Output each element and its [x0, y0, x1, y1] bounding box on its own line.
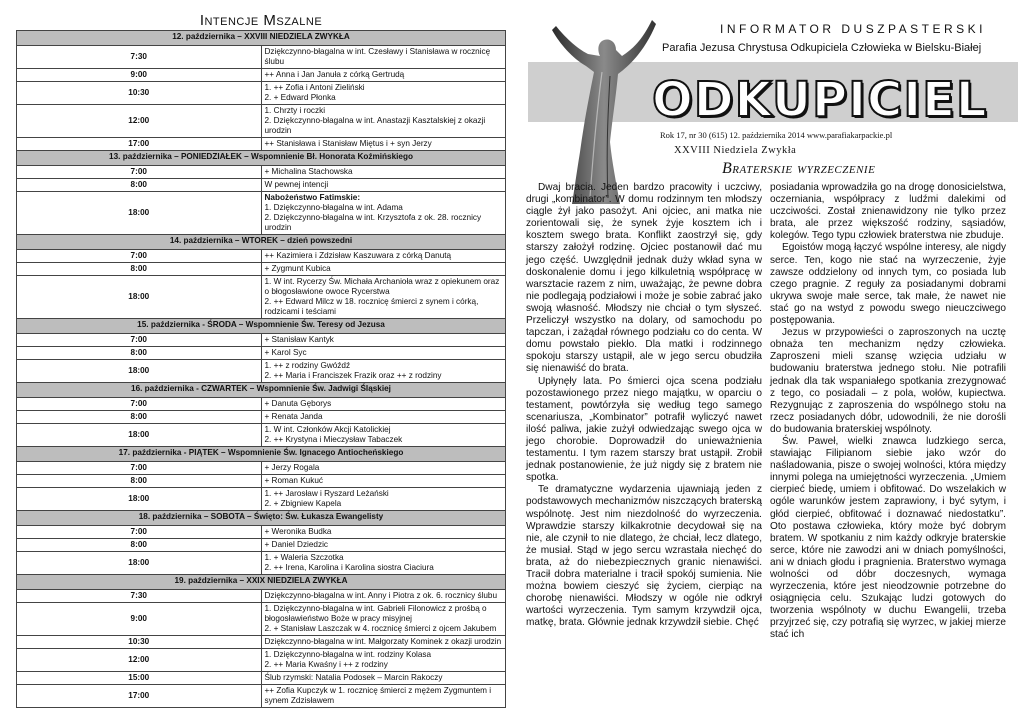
mass-intention [261, 105, 506, 138]
mass-row [17, 166, 506, 179]
mass-intention [261, 69, 506, 82]
mass-intention [261, 636, 506, 649]
mass-time: 7:00 [17, 462, 262, 475]
mass-intention [261, 82, 506, 105]
mass-time: 18:00 [17, 424, 262, 447]
mass-row [17, 179, 506, 192]
day-header: 13. października – PONIEDZIAŁEK – Wspomnienie Bł. Honorata Koźmińskiego [17, 151, 506, 166]
intention-line: + Roman Kukuć [264, 476, 323, 485]
mass-row [17, 685, 506, 708]
christ-statue-icon [550, 12, 660, 207]
mass-intention [261, 649, 506, 672]
mass-intention [261, 462, 506, 475]
intention-line: 1. Chrzty i roczki [264, 106, 326, 115]
mass-intention [261, 263, 506, 276]
intention-line: + Danuta Gęborys [264, 399, 332, 408]
mass-time: 8:00 [17, 411, 262, 424]
mass-intentions-table [16, 30, 506, 708]
day-header-row [17, 319, 506, 334]
article-paragraph: Jezus w przypowieści o zaproszonych na ucztę obnaża ten mechanizm nędzy człowieka. Zaproszeni mieli szansę wzięcia udziału w budowaniu braterstwa jednego stołu. Nie potrafili jednak dla tak wspaniałego spotkania zrezygnować z tego, co posiadali – z pola, wołów, kupiectwa. Rezygnując z zaproszenia do wspólnego stołu na rzecz posiadanych dóbr, udowodnili, że nie dorośli do budowania braterskiej wspólnoty. [770, 327, 1006, 435]
mass-time: 9:00 [17, 69, 262, 82]
mass-time: 8:00 [17, 347, 262, 360]
mass-row [17, 398, 506, 411]
mass-intention [261, 672, 506, 685]
mass-row [17, 263, 506, 276]
mass-row [17, 603, 506, 636]
mass-intention [261, 424, 506, 447]
intention-line: + Renata Janda [264, 412, 323, 421]
mass-row [17, 250, 506, 263]
mass-intention [261, 347, 506, 360]
mass-time: 18:00 [17, 276, 262, 319]
intention-line: Dziękczynno-błagalna w int. Czesławy i Stanisława w rocznicę ślubu [264, 47, 491, 66]
article-paragraph: Egoistów mogą łączyć wspólne interesy, ale nigdy serce. Ten, kogo nie stać na wyrzeczenie, żyje zawsze oddzielony od innych tym, co posiada lub czego pragnie. Z reguły za posiadanymi dobrami ukrywa swoje małe serce, tak małe, że nawet nie stać go na wstyd z powodu swego nieuczciwego postępowania. [770, 242, 1006, 327]
article-title: Braterskie wyrzeczenie [722, 160, 876, 177]
day-header: 19. października – XXIX NIEDZIELA ZWYKŁA [17, 575, 506, 590]
intention-line: Ślub rzymski: Natalia Podosek – Marcin Rakoczy [264, 673, 443, 682]
mass-intention [261, 539, 506, 552]
intention-line: 2. + Edward Płonka [264, 93, 336, 102]
mass-row [17, 526, 506, 539]
mass-row [17, 411, 506, 424]
mass-intention [261, 179, 506, 192]
intention-line: 1. Dziękczynno-błagalna w int. Gabrieli Filonowicz z prośbą o błogosławieństwo Boże w pracy misyjnej [264, 604, 487, 623]
day-header: 16. października - CZWARTEK – Wspomnienie Św. Jadwigi Śląskiej [17, 383, 506, 398]
day-header: 12. października – XXVIII NIEDZIELA ZWYKŁA [17, 31, 506, 46]
intention-line: 2. ++ Irena, Karolina i Karolina siostra Ciaciura [264, 563, 434, 572]
mass-time: 10:30 [17, 82, 262, 105]
mass-row [17, 424, 506, 447]
mass-time: 18:00 [17, 192, 262, 235]
intention-line: + Weronika Budka [264, 527, 332, 536]
day-header-row [17, 383, 506, 398]
day-header: 18. października – SOBOTA – Święto: Św. Łukasza Ewangelisty [17, 511, 506, 526]
mass-intention [261, 475, 506, 488]
intention-line: 2. ++ Maria i Franciszek Frazik oraz ++ z rodziny [264, 371, 442, 380]
mass-time: 7:00 [17, 526, 262, 539]
intention-line: + Jerzy Rogala [264, 463, 320, 472]
intention-line: 1. ++ Zofia i Antoni Zieliński [264, 83, 365, 92]
mass-time: 17:00 [17, 138, 262, 151]
masthead-title: ODKUPICIEL [652, 72, 988, 128]
article-paragraph: Św. Paweł, wielki znawca ludzkiego serca, stawiając Filipianom siebie jako wzór do naśladowania, pisze o swojej wolności, która między innymi polega na umiejętności wyrzeczenia. „Umiem cierpieć biedę, umiem i obfitować. Do wszelakich w ogóle warunków jestem zaprawiony, i być sytym, i głód cierpieć, obfitować i doznawać niedostatku”. Oto postawa człowieka, który może być dobrym bratem. W spotkaniu z nim każdy odkryje braterskie serce, które nie zawodzi ani w dniach pomyślności, ani w dniach głodu i pragnienia. Braterstwo wymaga wolności od dóbr doczesnych, wymaga wyrzeczenia, które jest nieodzownie potrzebne do osiągnięcia celu. Szukając ludzi gotowych do tworzenia wspólnoty w duchu Ewangelii, trzeba przyjrzeć się, czy potrafią się wyrzec, w jakiej mierze stać ich [770, 435, 1006, 641]
article-paragraph: Dwaj bracia. Jeden bardzo pracowity i uczciwy, drugi „kombinator”. W domu rodzinnym ten młodszy ciągle żył jako pasożyt. Ani ojciec, ani matka nie zorientowali się, że synek żyje kosztem ich i kosztem swego brata. Konflikt zaostrzył się, gdy starszy założył rodzinę. Ojciec postanowił dać mu jego część. Uwzględnił jednak duży wkład syna w doskonalenie domu i jego kilkuletnią współpracę w warsztacie razem z nim, uważając, że pewne dobra nie podlegają podziałowi i może je sobie zabrać jako swoją własność. Młodszy nie chciał o tym słyszeć. Przeliczył wszystko na dolary, od samochodu po tapczan, i zażądał równego podziału co do centa. W domu powstało piekło. Dla matki i rodzinnego spokoju starszy ustąpił, ale w jego sercu obudziła się nienawiść do brata. [526, 182, 762, 375]
mass-row [17, 649, 506, 672]
mass-intention [261, 685, 506, 708]
intention-line: 1. + Waleria Szczotka [264, 553, 344, 562]
mass-intention [261, 411, 506, 424]
day-header: 15. października - ŚRODA – Wspomnienie Św. Teresy od Jezusa [17, 319, 506, 334]
day-header-row [17, 575, 506, 590]
mass-time: 7:00 [17, 166, 262, 179]
intention-line: Dziękczynno-błagalna w int. Anny i Piotra z ok. 6. rocznicy ślubu [264, 591, 498, 600]
sunday-name: XXVIII Niedziela Zwykła [674, 145, 797, 156]
intention-line: 2. + Stanisław Laszczak w 4. rocznicę śmierci z ojcem Jakubem [264, 624, 497, 633]
mass-intentions-heading: Intencje Mszalne [199, 12, 323, 29]
mass-intention [261, 360, 506, 383]
intention-line: + Michalina Stachowska [264, 167, 353, 176]
mass-intention [261, 526, 506, 539]
mass-time: 9:00 [17, 603, 262, 636]
mass-time: 7:00 [17, 398, 262, 411]
mass-row [17, 347, 506, 360]
mass-intention [261, 488, 506, 511]
mass-row [17, 475, 506, 488]
intention-line: 2. Dziękczynno-błagalna w int. Anastazji Kasztalskiej z okazji urodzin [264, 116, 486, 135]
mass-row [17, 360, 506, 383]
intention-line: ++ Zofia Kupczyk w 1. rocznicę śmierci z mężem Zygmuntem i synem Zdzisławem [264, 686, 492, 705]
day-header-row [17, 447, 506, 462]
mass-row [17, 462, 506, 475]
mass-time: 7:00 [17, 334, 262, 347]
mass-time: 17:00 [17, 685, 262, 708]
intention-line: ++ Kazimiera i Zdzisław Kaszuwara z córką Danutą [264, 251, 452, 260]
mass-row [17, 539, 506, 552]
mass-row [17, 69, 506, 82]
mass-time: 15:00 [17, 672, 262, 685]
article-paragraph: Te dramatyczne wydarzenia ujawniają jeden z podstawowych mechanizmów niszczących braterską wspólnotę. Jest nim niezdolność do wyrzeczenia. Wprawdzie starszy kilkakrotnie decydował się na nie, ale czynił to nie dlatego, że chciał, lecz dlatego, że musiał. Stąd w jego sercu wzrastała niechęć do brata, aż do niebezpiecznych granic nienawiści. Tracił dobra materialne i tracił spokój sumienia. Nie można bowiem cieszyć się życiem, cierpiąc na chorobę nienawiści. Młodszy w ogóle nie odkrył wartości wyrzeczenia. Tym samym krzywdził ojca, matkę, brata. Głównie jednak krzywdził siebie. Chęć [526, 484, 762, 629]
mass-intention [261, 46, 506, 69]
article-paragraph: Upłynęły lata. Po śmierci ojca scena podziału pozostawionego przez niego majątku, w oparciu o testament, powtórzyła się według tego samego scenariusza, „Kombinator” potrafił wyliczyć nawet ilość paliwa, jakie zużył odwiedzając swego ojca w jego chorobie. Doprowadził do unieważnienia testamentu. I tym razem starszy brat ustąpił. Zrobił jednak postanowienie, że już nigdy się z bratem nie spotka. [526, 375, 762, 484]
day-header-row [17, 151, 506, 166]
day-header: 17. października - PIĄTEK – Wspomnienie Św. Ignacego Antiocheńskiego [17, 447, 506, 462]
intention-line: 2. ++ Edward Milcz w 18. rocznicę śmierci z synem i córką, rodzicami i teściami [264, 297, 479, 316]
intention-line: + Stanisław Kantyk [264, 335, 334, 344]
day-header-row [17, 235, 506, 250]
mass-time: 18:00 [17, 360, 262, 383]
mass-intention [261, 398, 506, 411]
mass-time: 12:00 [17, 105, 262, 138]
mass-time: 12:00 [17, 649, 262, 672]
parish-name: Parafia Jezusa Chrystusa Odkupiciela Człowieka w Bielsku-Białej [662, 42, 982, 54]
article-column-1 [526, 182, 762, 629]
mass-time: 7:30 [17, 46, 262, 69]
intention-line: 1. ++ z rodziny Gwóźdź [264, 361, 351, 370]
mass-time: 18:00 [17, 552, 262, 575]
mass-intention [261, 192, 506, 235]
mass-intention [261, 334, 506, 347]
mass-row [17, 82, 506, 105]
article-paragraph: posiadania wprowadziła go na drogę donosicielstwa, oczerniania, współpracy z ludźmi dalekimi od uczciwości. Został znienawidzony nie tylko przez brata, ale przez większość rodziny, sąsiadów, kolegów. Tego typu człowiek braterstwa nie zbuduje. [770, 182, 1006, 242]
mass-row [17, 672, 506, 685]
mass-row [17, 590, 506, 603]
mass-time: 8:00 [17, 179, 262, 192]
intention-line: + Daniel Dziedzic [264, 540, 328, 549]
mass-intention [261, 166, 506, 179]
mass-time: 7:30 [17, 590, 262, 603]
issue-info: Rok 17, nr 30 (615) 12. października 2014 www.parafiakarpackie.pl [660, 130, 893, 140]
mass-row [17, 552, 506, 575]
mass-intentions-section [16, 6, 506, 722]
mass-time: 8:00 [17, 539, 262, 552]
newsletter-front-page [512, 0, 1024, 725]
intention-line: 2. + Zbigniew Kapela [264, 499, 342, 508]
mass-intention [261, 250, 506, 263]
mass-time: 18:00 [17, 488, 262, 511]
mass-intention [261, 552, 506, 575]
mass-time: 8:00 [17, 475, 262, 488]
mass-time: 10:30 [17, 636, 262, 649]
mass-row [17, 276, 506, 319]
mass-row [17, 138, 506, 151]
mass-time: 7:00 [17, 250, 262, 263]
intention-line: 1. W int. Członków Akcji Katolickiej [264, 425, 391, 434]
intention-line: ++ Stanisława i Stanisław Miętus i + syn Jerzy [264, 139, 432, 148]
mass-intention [261, 138, 506, 151]
article-column-2 [770, 182, 1006, 642]
intention-line: 1. W int. Rycerzy Św. Michała Archanioła wraz z opiekunem oraz o błogosławione owoce Rycerstwa [264, 277, 500, 296]
intention-line: ++ Anna i Jan Januła z córką Gertrudą [264, 70, 405, 79]
informator-label: INFORMATOR DUSZPASTERSKI [720, 22, 987, 36]
intention-line: W pewnej intencji [264, 180, 329, 189]
mass-intention [261, 603, 506, 636]
mass-intention [261, 590, 506, 603]
mass-row [17, 334, 506, 347]
day-header-row [17, 31, 506, 46]
intention-line: 2. Dziękczynno-błagalna w int. Krzysztofa z ok. 28. rocznicy urodzin [264, 213, 482, 232]
mass-time: 8:00 [17, 263, 262, 276]
mass-row [17, 636, 506, 649]
intention-line: Nabożeństwo Fatimskie: [264, 193, 361, 202]
intention-line: + Zygmunt Kubica [264, 264, 331, 273]
day-header-row [17, 511, 506, 526]
intention-line: 1. Dziękczynno-błagalna w int. rodziny Kolasa [264, 650, 432, 659]
mass-row [17, 105, 506, 138]
mass-row [17, 488, 506, 511]
day-header: 14. października – WTOREK – dzień powszedni [17, 235, 506, 250]
mass-intention [261, 276, 506, 319]
intention-line: 1. Dziękczynno-błagalna w int. Adama [264, 203, 403, 212]
mass-row [17, 46, 506, 69]
intention-line: 1. ++ Jarosław i Ryszard Leżański [264, 489, 389, 498]
mass-row [17, 192, 506, 235]
intention-line: Dziękczynno-błagalna w int. Małgorzaty Kominek z okazji urodzin [264, 637, 502, 646]
intention-line: 2. ++ Maria Kwaśny i ++ z rodziny [264, 660, 388, 669]
intention-line: + Karol Syc [264, 348, 307, 357]
intention-line: 2. ++ Krystyna i Mieczysław Tabaczek [264, 435, 403, 444]
